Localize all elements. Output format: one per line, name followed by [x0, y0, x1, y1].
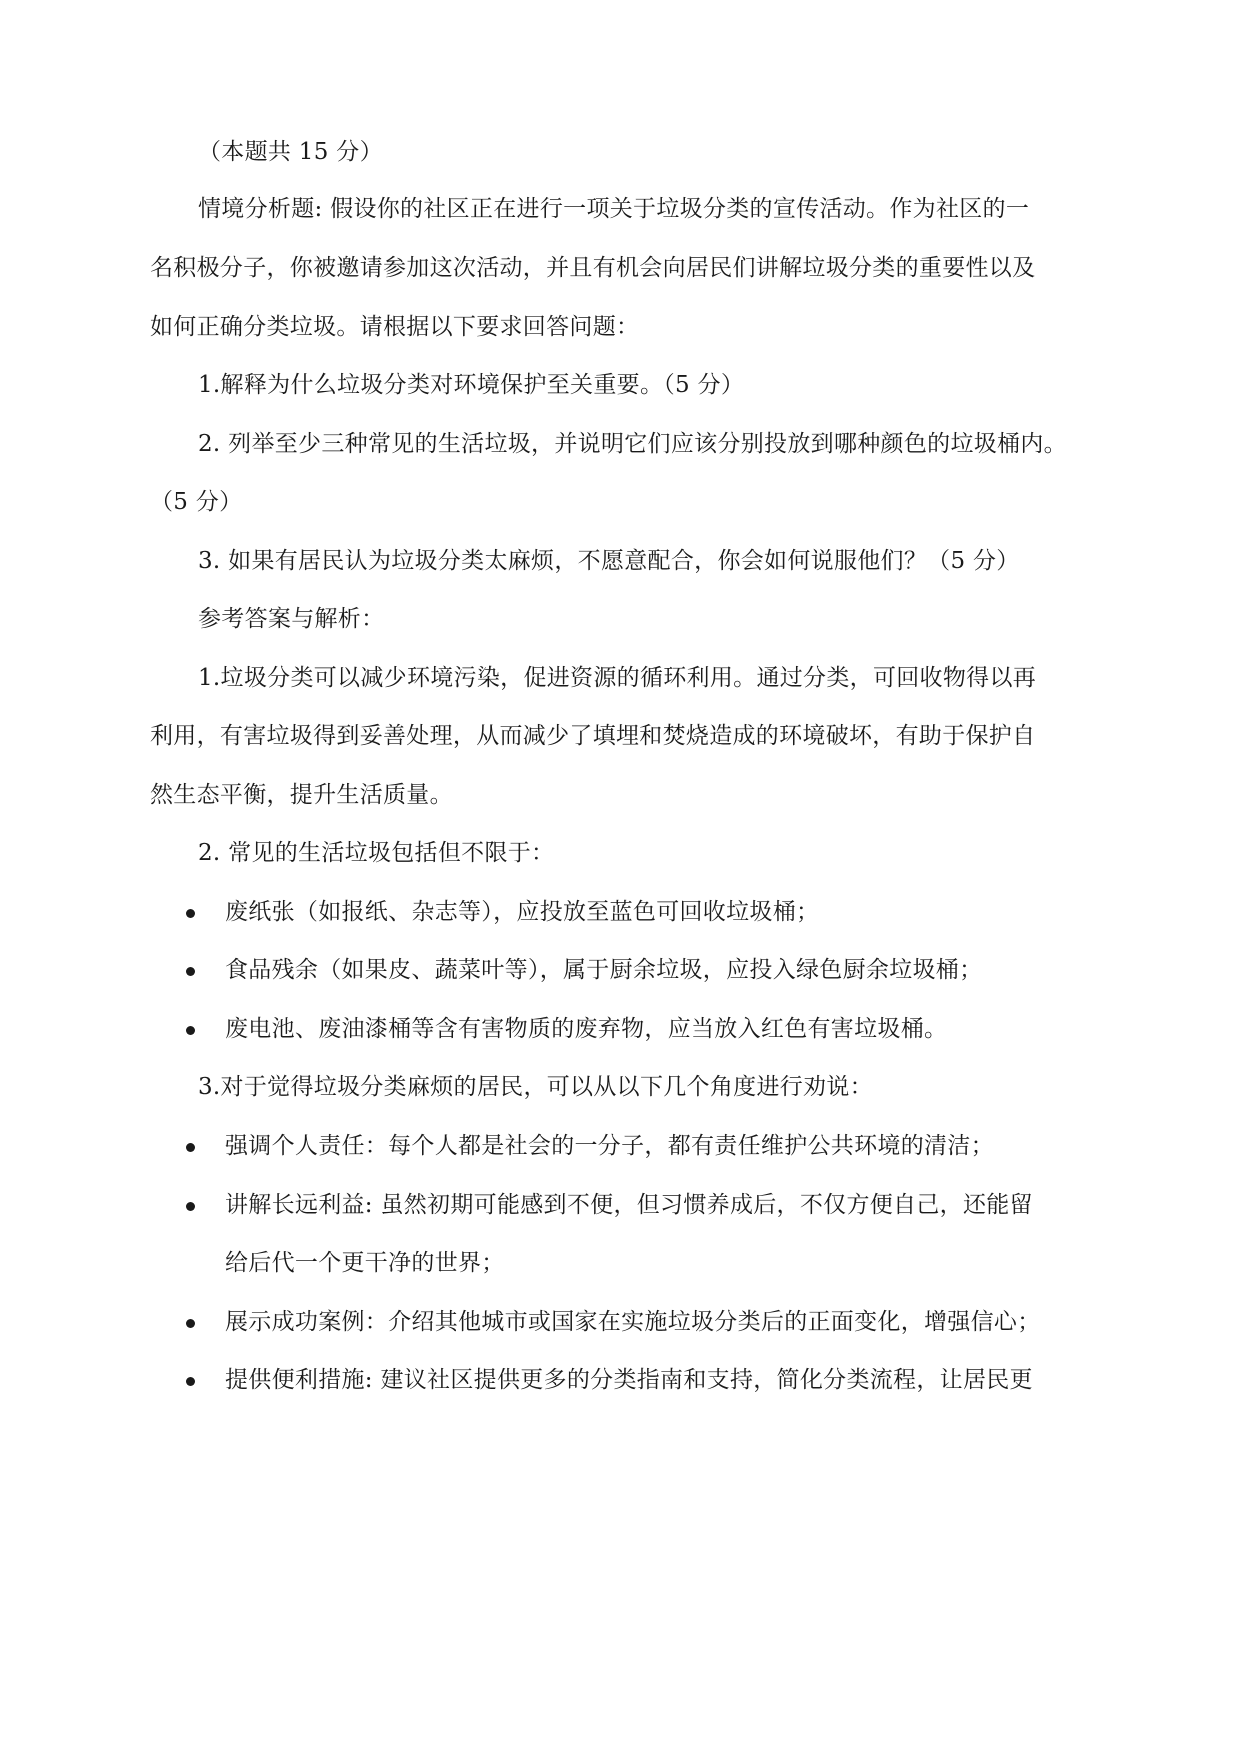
bullet-icon: [186, 1026, 195, 1035]
bullet-icon: [186, 1319, 195, 1328]
question-paragraph-line: 情境分析题: 假设你的社区正在进行一项关于垃圾分类的宣传活动。作为社区的一: [198, 196, 1030, 222]
answer-3-intro: 3.对于觉得垃圾分类麻烦的居民，可以从以下几个角度进行劝说：: [198, 1074, 873, 1100]
question-paragraph-line: 如何正确分类垃圾。请根据以下要求回答问题：: [150, 314, 640, 340]
answer-heading: 参考答案与解析：: [198, 606, 385, 632]
question-1: 1.解释为什么垃圾分类对环境保护至关重要。（5 分）: [198, 372, 745, 398]
score-note: （本题共 15 分）: [198, 139, 383, 165]
bullet-icon: [186, 909, 195, 918]
answer-1-line: 利用，有害垃圾得到妥善处理，从而减少了填埋和焚烧造成的环境破坏，有助于保护自: [150, 723, 1036, 749]
answer-3-item: 展示成功案例：介绍其他城市或国家在实施垃圾分类后的正面变化，增强信心；: [225, 1309, 1041, 1335]
question-3: 3. 如果有居民认为垃圾分类太麻烦，不愿意配合，你会如何说服他们？（5 分）: [198, 548, 1020, 574]
bullet-icon: [186, 1377, 195, 1386]
bullet-icon: [186, 1143, 195, 1152]
answer-3-item-continuation: 给后代一个更干净的世界；: [225, 1250, 505, 1276]
answer-2-item: 废纸张（如报纸、杂志等），应投放至蓝色可回收垃圾桶；: [225, 899, 820, 925]
answer-2-intro: 2. 常见的生活垃圾包括但不限于：: [198, 840, 555, 866]
answer-3-item: 讲解长远利益: 虽然初期可能感到不便，但习惯养成后，不仅方便自己，还能留: [225, 1192, 1033, 1218]
answer-2-item: 食品残余（如果皮、蔬菜叶等），属于厨余垃圾，应投入绿色厨余垃圾桶；: [225, 957, 983, 983]
bullet-icon: [186, 967, 195, 976]
answer-2-item: 废电池、废油漆桶等含有害物质的废弃物，应当放入红色有害垃圾桶。: [225, 1016, 948, 1042]
answer-3-item: 提供便利措施: 建议社区提供更多的分类指南和支持，简化分类流程，让居民更: [225, 1367, 1033, 1393]
answer-1-line: 然生态平衡，提升生活质量。: [150, 782, 453, 808]
answer-1-line: 1.垃圾分类可以减少环境污染，促进资源的循环利用。通过分类，可回收物得以再: [198, 665, 1037, 691]
question-2: 2. 列举至少三种常见的生活垃圾，并说明它们应该分别投放到哪种颜色的垃圾桶内。: [198, 431, 1067, 457]
question-paragraph-line: 名积极分子，你被邀请参加这次活动，并且有机会向居民们讲解垃圾分类的重要性以及: [150, 255, 1036, 281]
question-2-score: （5 分）: [150, 489, 243, 515]
bullet-icon: [186, 1202, 195, 1211]
answer-3-item: 强调个人责任：每个人都是社会的一分子，都有责任维护公共环境的清洁；: [225, 1133, 994, 1159]
